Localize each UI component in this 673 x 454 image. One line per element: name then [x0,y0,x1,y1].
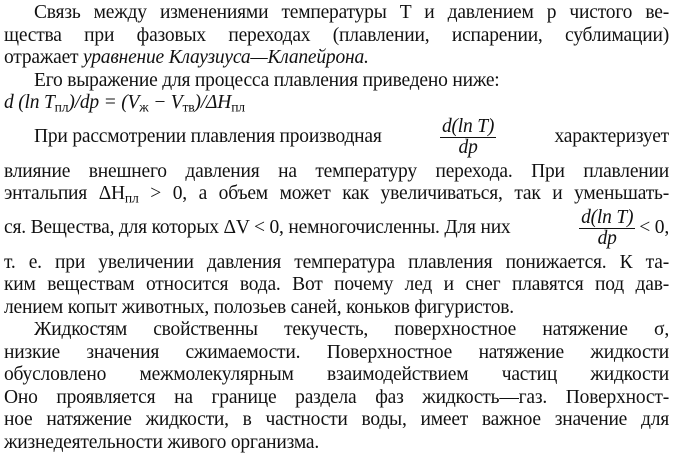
formula-part: )/ΔH [195,92,232,113]
text: обусловлено межмолекулярным взаимодействием частиц жидкости [4,364,669,385]
paragraph-2-line-1 [4,70,669,93]
text: щества при фазовых переходах (плавлении, испарении, сублимации) [4,25,669,46]
paragraph-3-line-6 [4,274,669,297]
paragraph-1-line-1 [4,2,669,25]
fraction-group [575,208,669,249]
document-page [4,2,669,454]
paragraph-4-line-6 [4,432,669,454]
paragraph-3-line-1 [4,115,669,161]
paragraph-3-line-3 [4,183,669,206]
paragraph-3-line-5 [4,252,669,275]
formula-sub: тв [183,99,195,114]
formula-sub: пл [55,99,69,114]
subscript: пл [125,190,139,205]
fraction-numerator: d(ln T) [579,208,635,229]
text: ное натяжение жидкости, в частности воды, имеет важное значение для [4,409,669,430]
formula-part: d (ln T [4,92,55,113]
paragraph-1-line-2 [4,25,669,48]
fraction-denominator: dp [440,138,496,158]
paragraph-4-line-1 [4,319,669,342]
text: т. е. при увеличении давления температура плавления понижается. К та- [4,252,669,273]
derivative-fraction [579,208,635,249]
text: жизнедеятельности живого организма. [4,432,319,453]
text: лением копыт животных, полозьев саней, коньков фигуристов. [4,297,514,318]
paragraph-3-line-7 [4,297,669,320]
formula-sub: ж [139,99,148,114]
text: низкие значения сжимаемости. Поверхностное натяжение жидкости [4,342,669,363]
text: Оно проявляется на границе раздела фаз жидкость—газ. Поверхност- [4,387,669,408]
fraction-denominator: dp [579,229,635,249]
text: < 0, [639,217,669,240]
text: Его выражение для процесса плавления приведено ниже: [34,70,500,91]
text: Жидкостям свойственны текучесть, поверхностное натяжение σ, [34,319,669,340]
text: При рассмотрении плавления производная [34,126,382,149]
formula-sub: пл [231,99,245,114]
paragraph-3-line-2 [4,161,669,184]
derivative-fraction [440,117,496,158]
text: Связь между изменениями температуры T и давлением p чистого ве- [34,2,669,23]
paragraph-3-line-4 [4,206,669,252]
text: отражает [4,47,83,68]
text: > 0, а объем может как увеличиваться, так и уменьшать- [139,183,669,204]
paragraph-4-line-3 [4,364,669,387]
text: ким веществам относится вода. Вот почему лед и снег плавятся под дав- [4,274,669,295]
paragraph-4-line-4 [4,387,669,410]
paragraph-1-line-3 [4,47,669,70]
text: энтальпия ΔH [4,183,125,204]
text: характеризует [555,126,670,149]
formula-part: − V [149,92,183,113]
fraction-numerator: d(ln T) [440,117,496,138]
text: ся. Вещества, для которых ΔV < 0, немногочисленны. Для них [4,217,510,240]
equation-name: уравнение Клаузиуса—Клапейрона. [83,47,369,68]
paragraph-4-line-2 [4,342,669,365]
text: влияние внешнего давления на температуру перехода. При плавлении [4,161,669,182]
paragraph-4-line-5 [4,409,669,432]
formula-part: )/dp = (V [68,92,139,113]
formula-line [4,92,669,115]
